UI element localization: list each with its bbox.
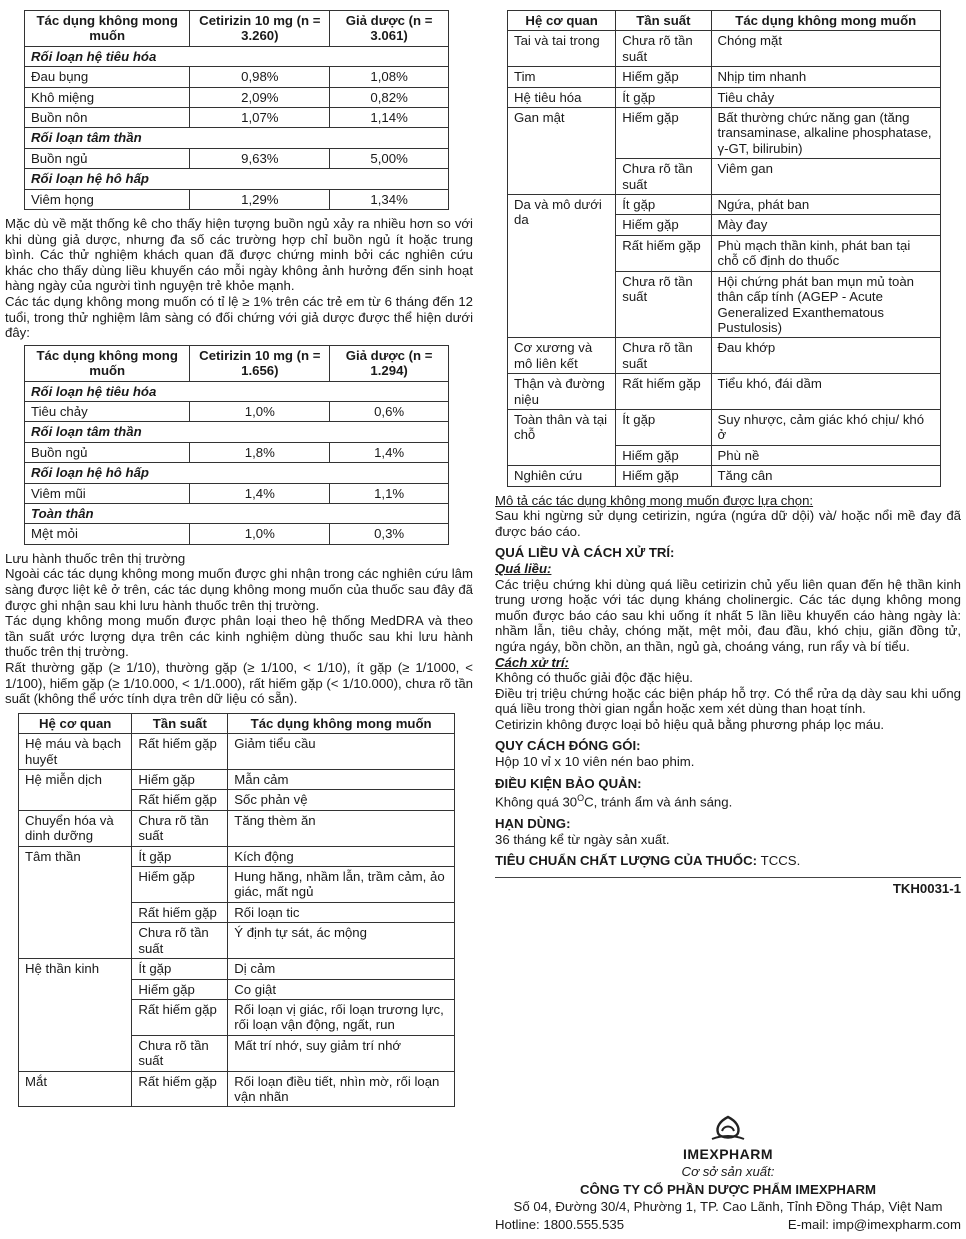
document-code: TKH0031-1 xyxy=(495,877,961,897)
effect-cell: Rối loạn vị giác, rối loạn trương lực, rối loạn vận động, ngất, run xyxy=(228,999,455,1035)
frequency-cell: Hiếm gặp xyxy=(616,445,711,465)
organ-cell: Nghiên cứu xyxy=(508,466,616,486)
paragraph-meddra: Tác dụng không mong muốn được phân loại theo hệ thống MedDRA và theo tần suất ước lượng dựa trên các kinh nghiệm dùng thuốc sau khi lưu hành thuốc trên thị trường. xyxy=(5,613,473,660)
header-row xyxy=(508,11,941,31)
column-header: Cetirizin 10 mg (n = 1.656) xyxy=(190,345,330,381)
frequency-cell: Hiếm gặp xyxy=(616,108,711,159)
adverse-effects-table-children xyxy=(24,345,449,545)
effect-cell: Rối loạn điều tiết, nhìn mờ, rối loạn vận nhãn xyxy=(228,1071,455,1107)
table-row xyxy=(508,87,941,107)
contact-line xyxy=(495,1217,961,1233)
header-row xyxy=(19,713,455,733)
value-cell: 0,82% xyxy=(330,87,449,107)
value-cell: 9,63% xyxy=(190,148,330,168)
frequency-cell: Chưa rõ tần suất xyxy=(132,810,228,846)
hotline: Hotline: 1800.555.535 xyxy=(495,1216,625,1232)
table-row xyxy=(508,195,941,215)
table-row xyxy=(25,381,449,401)
frequency-cell: Rất hiếm gặp xyxy=(616,235,711,271)
company-name: CÔNG TY CỔ PHẦN DƯỢC PHẨM IMEXPHARM xyxy=(580,1181,876,1197)
effect-cell: Ý định tự sát, ác mộng xyxy=(228,923,455,959)
organ-cell: Thận và đường niệu xyxy=(508,374,616,410)
storage-text: Không quá $30^OC$, tránh ẩm và ánh sáng. xyxy=(495,793,733,810)
paragraph-postmarketing: Ngoài các tác dụng không mong muốn được ghi nhận trong các nghiên cứu lâm sàng được liệt kê ở trên, các tác dụng không mong muốn của thuốc sau đây đã được ghi nhận sau khi lưu hành thuốc trên thị trường. xyxy=(5,566,473,613)
organ-cell: Da và mô dưới da xyxy=(508,195,616,338)
organ-cell: Tâm thần xyxy=(19,846,132,958)
value-cell: 0,6% xyxy=(330,402,449,422)
effect-cell: Khô miệng xyxy=(25,87,190,107)
treatment-line-1: Không có thuốc giải độc đặc hiệu. xyxy=(495,670,693,686)
effect-cell: Đau bụng xyxy=(25,67,190,87)
effect-cell: Viêm mũi xyxy=(25,483,190,503)
value-cell: 0,98% xyxy=(190,67,330,87)
effect-cell: Giảm tiểu cầu xyxy=(228,734,455,770)
paragraph-children-intro: Các tác dụng không mong muốn có tỉ lệ ≥ 1% trên các trẻ em từ 6 tháng đến 12 tuổi, trong thử nghiệm lâm sàng có đối chứng với giả dược được thể hiện dưới đây: xyxy=(5,294,473,341)
frequency-cell: Rất hiếm gặp xyxy=(132,999,228,1035)
value-cell: 1,4% xyxy=(190,483,330,503)
effect-cell: Hung hăng, nhầm lẫn, trầm cảm, ảo giác, mất ngủ xyxy=(228,867,455,903)
organ-cell: Tai và tai trong xyxy=(508,31,616,67)
brand-name: IMEXPHARM xyxy=(682,1145,774,1162)
table-row xyxy=(25,422,449,442)
frequency-cell: Hiếm gặp xyxy=(616,67,711,87)
table-row xyxy=(19,959,455,979)
table-row xyxy=(19,810,455,846)
value-cell: 1,07% xyxy=(190,108,330,128)
frequency-cell: Chưa rõ tần suất xyxy=(132,923,228,959)
effect-cell: Hội chứng phát ban mụn mủ toàn thân cấp tính (AGEP - Acute Generalized Exanthematous Pustulosis) xyxy=(711,271,941,338)
column-header: Tần suất xyxy=(616,11,711,31)
table-row xyxy=(25,483,449,503)
table-row xyxy=(25,169,449,189)
section-header: Rối loạn hệ hô hấp xyxy=(25,169,449,189)
effect-cell: Phù mạch thần kinh, phát ban tại chỗ cố định do thuốc xyxy=(711,235,941,271)
table-row xyxy=(19,770,455,790)
effect-cell: Buồn ngủ xyxy=(25,148,190,168)
storage-heading: ĐIỀU KIỆN BẢO QUẢN: xyxy=(495,775,642,791)
selected-effects-title: Mô tả các tác dụng không mong muốn được lựa chọn: xyxy=(495,492,814,508)
overdose-text: Các triệu chứng khi dùng quá liều cetirizin chủ yếu liên quan đến hệ thần kinh trung ương hoặc với tác dụng kháng cholinergic. Các tác dụng không mong muốn được báo cáo sau khi uống ít nhất 5 lần liều khuyến cáo hàng ngày là: nhầm lẫn, tiêu chảy, chóng mặt, mệt mỏi, đau đầu, khó chịu, giãn đồng tử, ngứa ngáy, bồn chồn, an thần, ngủ gà, choáng váng, run rẩy và bí tiểu. xyxy=(495,576,961,654)
organ-cell: Gan mật xyxy=(508,108,616,195)
company-address: Số 04, Đường 30/4, Phường 1, TP. Cao Lãnh, Tỉnh Đồng Tháp, Việt Nam xyxy=(513,1199,943,1215)
treatment-line-2: Điều trị triệu chứng hoặc các biện pháp hỗ trợ. Có thể rửa dạ dày sau khi uống quá liều trong thời gian ngắn hoặc xem xét dùng than hoạt tính. xyxy=(495,685,961,717)
column-header: Tác dụng không mong muốn xyxy=(25,345,190,381)
table-row xyxy=(508,374,941,410)
frequency-cell: Ít gặp xyxy=(132,846,228,866)
organ-cell: Hệ miễn dịch xyxy=(19,770,132,811)
value-cell: 5,00% xyxy=(330,148,449,168)
section-header: Rối loạn hệ tiêu hóa xyxy=(25,381,449,401)
overdose-heading: QUÁ LIỀU VÀ CÁCH XỬ TRÍ: xyxy=(495,545,675,561)
frequency-cell: Chưa rõ tần suất xyxy=(616,159,711,195)
overdose-subheading: Quá liều: xyxy=(495,560,552,576)
column-header: Cetirizin 10 mg (n = 3.260) xyxy=(190,11,330,47)
column-header: Giả dược (n = 1.294) xyxy=(330,345,449,381)
effect-cell: Mẫn cảm xyxy=(228,770,455,790)
frequency-cell: Ít gặp xyxy=(132,959,228,979)
effect-cell: Nhịp tim nhanh xyxy=(711,67,941,87)
quality-standard: TIÊU CHUẨN CHẤT LƯỢNG CỦA THUỐC: TCCS. xyxy=(495,853,801,869)
table-row xyxy=(25,87,449,107)
manufacturer-footer xyxy=(495,1115,961,1233)
effect-cell: Tăng cân xyxy=(711,466,941,486)
effect-cell: Mày đay xyxy=(711,215,941,235)
organ-cell: Tim xyxy=(508,67,616,87)
effect-cell: Chóng mặt xyxy=(711,31,941,67)
postmarketing-table-part1 xyxy=(18,713,455,1108)
shelf-life-heading: HẠN DÙNG: xyxy=(495,816,571,832)
frequency-cell: Ít gặp xyxy=(616,195,711,215)
column-header: Tác dụng không mong muốn xyxy=(711,11,941,31)
frequency-cell: Hiếm gặp xyxy=(132,979,228,999)
frequency-cell: Chưa rõ tần suất xyxy=(616,338,711,374)
section-header: Toàn thân xyxy=(25,504,449,524)
paragraph-frequency-definitions: Rất thường gặp (≥ 1/10), thường gặp (≥ 1/100, < 1/10), ít gặp (≥ 1/1000, < 1/100), hiếm gặp (≥ 1/10.000, < 1/1.000), rất hiếm gặp (< 1/10.000), chưa rõ tần suất (không thể ước tính dựa trên dữ liệu có sẵn). xyxy=(5,660,473,707)
table-row xyxy=(25,442,449,462)
frequency-cell: Ít gặp xyxy=(616,87,711,107)
frequency-cell: Chưa rõ tần suất xyxy=(616,31,711,67)
header-row xyxy=(25,11,449,47)
organ-cell: Hệ tiêu hóa xyxy=(508,87,616,107)
value-cell: 1,8% xyxy=(190,442,330,462)
table-row xyxy=(508,108,941,159)
packaging-text: Hộp 10 vỉ x 10 viên nén bao phim. xyxy=(495,754,695,770)
effect-cell: Buồn nôn xyxy=(25,108,190,128)
postmarketing-table-part2 xyxy=(507,10,941,487)
frequency-cell: Hiếm gặp xyxy=(132,770,228,790)
frequency-cell: Hiếm gặp xyxy=(616,215,711,235)
frequency-cell: Hiếm gặp xyxy=(616,466,711,486)
frequency-cell: Rất hiếm gặp xyxy=(132,902,228,922)
section-header: Rối loạn tâm thần xyxy=(25,128,449,148)
effect-cell: Phù nề xyxy=(711,445,941,465)
value-cell: 1,1% xyxy=(330,483,449,503)
column-header: Giả dược (n = 3.061) xyxy=(330,11,449,47)
table-row xyxy=(508,466,941,486)
effect-cell: Tiêu chảy xyxy=(711,87,941,107)
frequency-cell: Rất hiếm gặp xyxy=(132,1071,228,1107)
section-header: Rối loạn hệ hô hấp xyxy=(25,463,449,483)
table-row xyxy=(508,338,941,374)
column-header: Tần suất xyxy=(132,713,228,733)
organ-cell: Toàn thân và tại chỗ xyxy=(508,409,616,465)
section-header: Rối loạn hệ tiêu hóa xyxy=(25,46,449,66)
effect-cell: Mất trí nhớ, suy giảm trí nhớ xyxy=(228,1035,455,1071)
table-row xyxy=(19,846,455,866)
organ-cell: Mắt xyxy=(19,1071,132,1107)
column-header: Tác dụng không mong muốn xyxy=(25,11,190,47)
table-row xyxy=(25,128,449,148)
value-cell: 1,29% xyxy=(190,189,330,209)
table-row xyxy=(25,46,449,66)
column-header: Tác dụng không mong muốn xyxy=(228,713,455,733)
table-row xyxy=(25,108,449,128)
value-cell: 1,4% xyxy=(330,442,449,462)
paragraph-somnolence: Mặc dù về mặt thống kê cho thấy hiện tượng buồn ngủ xảy ra nhiều hơn so với khi dùng giả dược, nhưng đa số các trường hợp chỉ buồn ngủ ít hoặc trung bình. Các thử nghiệm khách quan đã được chứng minh bởi các nghiên cứu khác cho thấy dùng liều khuyến cáo mỗi ngày không ảnh hưởng đến sinh hoạt hàng ngày của người tình nguyện trẻ khỏe mạnh. xyxy=(5,216,473,294)
frequency-cell: Rất hiếm gặp xyxy=(616,374,711,410)
header-row xyxy=(25,345,449,381)
effect-cell: Suy nhược, cảm giác khó chịu/ khó ở xyxy=(711,409,941,445)
value-cell: 1,0% xyxy=(190,524,330,544)
market-section-title: Lưu hành thuốc trên thị trường xyxy=(5,550,186,566)
table-row xyxy=(25,67,449,87)
table-row xyxy=(25,524,449,544)
adverse-effects-table-adults xyxy=(24,10,449,210)
value-cell: 0,3% xyxy=(330,524,449,544)
effect-cell: Co giật xyxy=(228,979,455,999)
frequency-cell: Chưa rõ tần suất xyxy=(132,1035,228,1071)
effect-cell: Rối loạn tic xyxy=(228,902,455,922)
right-column xyxy=(495,10,961,897)
packaging-heading: QUY CÁCH ĐÓNG GÓI: xyxy=(495,738,641,754)
effect-cell: Buồn ngủ xyxy=(25,442,190,462)
shelf-life-text: 36 tháng kể từ ngày sản xuất. xyxy=(495,831,670,847)
organ-cell: Hệ máu và bạch huyết xyxy=(19,734,132,770)
frequency-cell: Rất hiếm gặp xyxy=(132,790,228,810)
column-header: Hệ cơ quan xyxy=(19,713,132,733)
left-column xyxy=(5,10,473,1107)
effect-cell: Viêm gan xyxy=(711,159,941,195)
frequency-cell: Ít gặp xyxy=(616,409,711,445)
treatment-line-3: Cetirizin không được loại bỏ hiệu quả bằng phương pháp lọc máu. xyxy=(495,716,885,732)
section-header: Rối loạn tâm thần xyxy=(25,422,449,442)
frequency-cell: Rất hiếm gặp xyxy=(132,734,228,770)
table-row xyxy=(19,734,455,770)
value-cell: 1,08% xyxy=(330,67,449,87)
effect-cell: Ngứa, phát ban xyxy=(711,195,941,215)
effect-cell: Tiểu khó, đái dầm xyxy=(711,374,941,410)
organ-cell: Chuyển hóa và dinh dưỡng xyxy=(19,810,132,846)
table-row xyxy=(508,31,941,67)
value-cell: 1,0% xyxy=(190,402,330,422)
effect-cell: Bất thường chức năng gan (tăng transaminase, alkaline phosphatase, γ-GT, bilirubin) xyxy=(711,108,941,159)
frequency-cell: Chưa rõ tần suất xyxy=(616,271,711,338)
effect-cell: Viêm họng xyxy=(25,189,190,209)
effect-cell: Sốc phản vệ xyxy=(228,790,455,810)
effect-cell: Tăng thèm ăn xyxy=(228,810,455,846)
value-cell: 1,34% xyxy=(330,189,449,209)
effect-cell: Dị cảm xyxy=(228,959,455,979)
effect-cell: Đau khớp xyxy=(711,338,941,374)
value-cell: 2,09% xyxy=(190,87,330,107)
table-row xyxy=(508,409,941,445)
selected-effects-text: Sau khi ngừng sử dụng cetirizin, ngứa (ngứa dữ dội) và/ hoặc nổi mề đay đã được báo cáo. xyxy=(495,508,961,539)
treatment-subheading: Cách xử trí: xyxy=(495,654,569,670)
organ-cell: Cơ xương và mô liên kết xyxy=(508,338,616,374)
frequency-cell: Hiếm gặp xyxy=(132,867,228,903)
producer-label: Cơ sở sản xuất: xyxy=(681,1164,775,1180)
table-row xyxy=(25,402,449,422)
table-row xyxy=(25,504,449,524)
table-row xyxy=(25,148,449,168)
effect-cell: Tiêu chảy xyxy=(25,402,190,422)
column-header: Hệ cơ quan xyxy=(508,11,616,31)
email: E-mail: imp@imexpharm.com xyxy=(787,1216,961,1232)
effect-cell: Kích động xyxy=(228,846,455,866)
value-cell: 1,14% xyxy=(330,108,449,128)
organ-cell: Hệ thần kinh xyxy=(19,959,132,1071)
table-row xyxy=(19,1071,455,1107)
table-row xyxy=(508,67,941,87)
imexpharm-logo-icon xyxy=(706,1115,750,1143)
effect-cell: Mệt mỏi xyxy=(25,524,190,544)
table-row xyxy=(25,189,449,209)
table-row xyxy=(25,463,449,483)
